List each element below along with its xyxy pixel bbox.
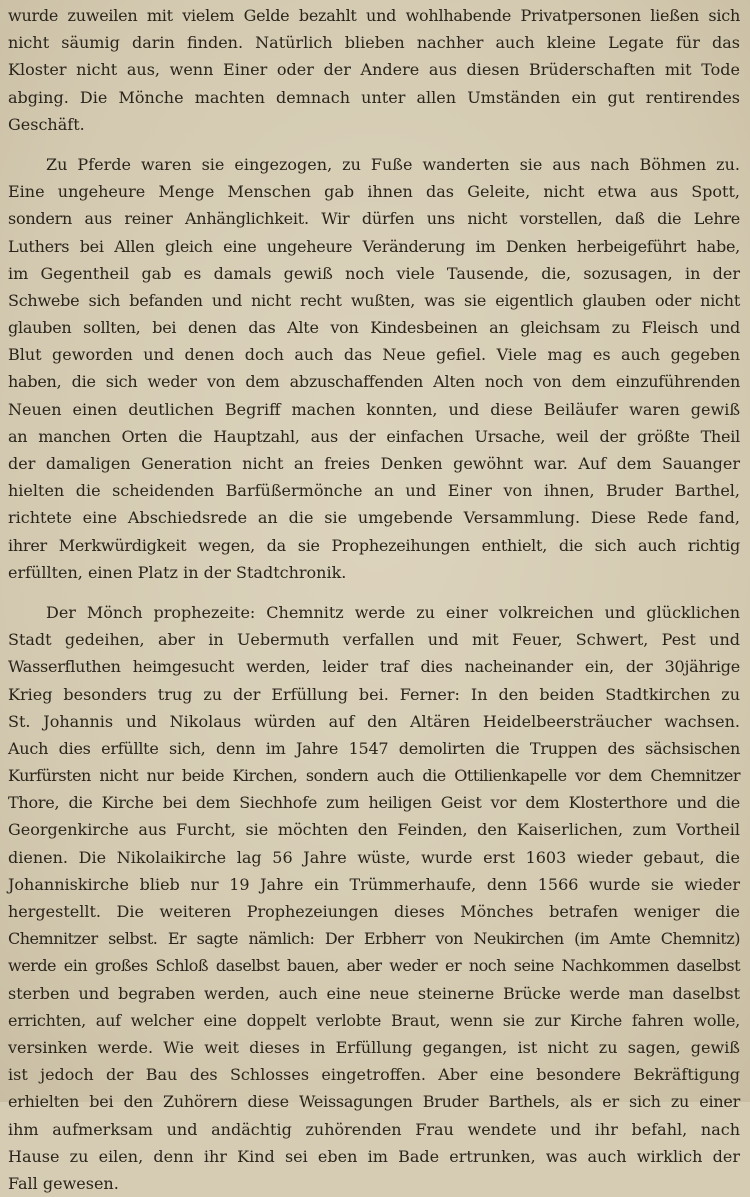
text-line: richtete eine Abschiedsrede an die sie umgebende Versammlung. Diese Rede fand, (8, 508, 740, 528)
paragraph-1 (8, 2, 740, 138)
text-line: hergestellt. Die weiteren Prophezeiungen dieses Mönches betrafen weniger die (8, 902, 740, 921)
text-line: sterben und begraben werden, auch eine neue steinerne Brücke werde man daselbst (8, 983, 740, 1003)
text-line: Chemnitzer selbst. Er sagte nämlich: Der Erbherr von Neukirchen (im Amte Chemnitz) (8, 929, 740, 949)
text-line: abging. Die Mönche machten demnach unter allen Umständen ein gut rentirendes (8, 87, 740, 107)
text-line: Luthers bei Allen gleich eine ungeheure Veränderung im Denken herbeigeführt habe, (8, 236, 740, 256)
text-line: erfüllten, einen Platz in der Stadtchronik. (8, 562, 347, 582)
text-line: erhielten bei den Zuhörern diese Weissagungen Bruder Barthels, als er sich zu einer (8, 1092, 740, 1112)
text-line: dienen. Die Nikolaikirche lag 56 Jahre wüste, wurde erst 1603 wieder gebaut, die (8, 847, 740, 867)
text-line: haben, die sich weder von dem abzuschaffenden Alten noch von dem einzuführenden (8, 372, 740, 392)
text-line: hielten die scheidenden Barfüßermönche an und Einer von ihnen, Bruder Barthel, (8, 481, 740, 501)
paragraph-2 (8, 151, 740, 586)
text-line: Zu Pferde waren sie eingezogen, zu Fuße wanderten sie aus nach Böhmen zu. (46, 154, 740, 174)
text-line: Johanniskirche blieb nur 19 Jahre ein Trümmerhaufe, denn 1566 wurde sie wieder (8, 874, 740, 894)
text-line: Georgenkirche aus Furcht, sie möchten den Feinden, den Kaiserlichen, zum Vortheil (8, 820, 740, 840)
text-line: Thore, die Kirche bei dem Siechhofe zum heiligen Geist vor dem Klosterthore und die (8, 793, 740, 813)
paragraph-3 (8, 599, 740, 1197)
text-line: Blut geworden und denen doch auch das Neue gefiel. Viele mag es auch gegeben (8, 345, 740, 365)
text-line: Neuen einen deutlichen Begriff machen konnten, und diese Beiläufer waren gewiß (8, 399, 740, 419)
text-line: im Gegentheil gab es damals gewiß noch viele Tausende, die, sozusagen, in der (8, 263, 740, 283)
text-line: ihrer Merkwürdigkeit wegen, da sie Prophezeihungen enthielt, die sich auch richtig (8, 535, 740, 555)
text-line: Hause zu eilen, denn ihr Kind sei eben im Bade ertrunken, was auch wirklich der (8, 1146, 740, 1166)
text-line: ist jedoch der Bau des Schlosses eingetroffen. Aber eine besondere Bekräftigung (8, 1065, 740, 1085)
text-line: an manchen Orten die Hauptzahl, aus der einfachen Ursache, weil der größte Theil (8, 426, 740, 446)
text-line: Eine ungeheure Menge Menschen gab ihnen das Geleite, nicht etwa aus Spott, (8, 182, 740, 202)
text-line: Stadt gedeihen, aber in Uebermuth verfallen und mit Feuer, Schwert, Pest und (8, 630, 740, 650)
text-line: Geschäft. (8, 114, 85, 134)
text-line: Kurfürsten nicht nur beide Kirchen, sondern auch die Ottilienkapelle vor dem Chemnitzer (8, 766, 740, 786)
text-line: der damaligen Generation nicht an freies Denken gewöhnt war. Auf dem Sauanger (8, 454, 740, 473)
text-line: sondern aus reiner Anhänglichkeit. Wir dürfen uns nicht vorstellen, daß die Lehre (8, 209, 740, 229)
text-line: glauben sollten, bei denen das Alte von Kindesbeinen an gleichsam zu Fleisch und (8, 318, 740, 338)
text-line: errichten, auf welcher eine doppelt verlobte Braut, wenn sie zur Kirche fahren wolle, (8, 1010, 740, 1030)
text-line: St. Johannis und Nikolaus würden auf den Altären Heidelbeersträucher wachsen. (8, 711, 740, 731)
text-line: Der Mönch prophezeite: Chemnitz werde zu einer volkreichen und glücklichen (46, 602, 740, 622)
text-line: Fall gewesen. (8, 1173, 119, 1193)
text-line: Wasserfluthen heimgesucht werden, leider traf dies nacheinander ein, der 30jährige (8, 657, 740, 677)
text-line: versinken werde. Wie weit dieses in Erfüllung gegangen, ist nicht zu sagen, gewiß (8, 1037, 740, 1057)
text-line: Schwebe sich befanden und nicht recht wußten, was sie eigentlich glauben oder nicht (8, 290, 740, 310)
text-line: Kloster nicht aus, wenn Einer oder der Andere aus diesen Brüderschaften mit Tode (8, 60, 740, 80)
text-line: Auch dies erfüllte sich, denn im Jahre 1547 demolirten die Truppen des sächsischen (8, 738, 740, 758)
text-line: wurde zuweilen mit vielem Gelde bezahlt und wohlhabende Privatpersonen ließen sich (8, 6, 740, 25)
text-line: werde ein großes Schloß daselbst bauen, aber weder er noch seine Nachkommen daselbst (8, 956, 740, 976)
text-line: Krieg besonders trug zu der Erfüllung bei. Ferner: In den beiden Stadtkirchen zu (8, 684, 740, 704)
text-line: nicht säumig darin finden. Natürlich blieben nachher auch kleine Legate für das (8, 33, 740, 53)
text-line: ihm aufmerksam und andächtig zuhörenden Frau wendete und ihr befahl, nach (8, 1119, 740, 1139)
